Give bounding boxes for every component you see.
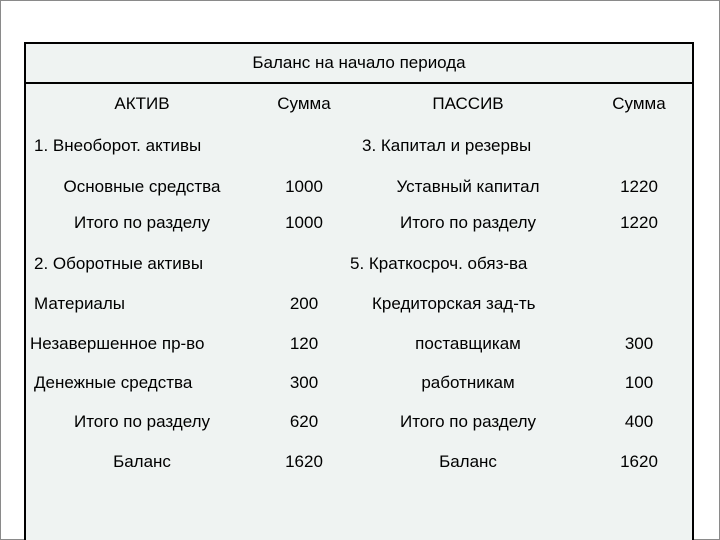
liability-sum: 300 (624, 334, 654, 353)
table-row (26, 204, 692, 242)
asset-sum: 1000 (285, 177, 323, 196)
liability-name: Кредиторская зад-ть (372, 294, 536, 313)
asset-name: Итого по разделу (73, 213, 211, 232)
header-row (26, 84, 692, 124)
asset-sum: 1620 (285, 452, 323, 471)
asset-sum: 1000 (285, 213, 323, 232)
section-asset-1: 1. Внеоборот. активы (34, 136, 202, 155)
asset-name: Денежные средства (34, 373, 193, 392)
balance-sheet-table (24, 42, 694, 540)
header-asset-sum: Сумма (277, 94, 331, 113)
liability-sum: 1220 (620, 213, 658, 232)
asset-sum: 620 (289, 412, 319, 431)
table-title: Баланс на начало периода (252, 53, 466, 72)
table-row (26, 324, 692, 364)
liability-sum: 100 (624, 373, 654, 392)
title-row (26, 44, 692, 82)
section-row (26, 126, 692, 166)
section-liability-3: 3. Капитал и резервы (362, 136, 532, 155)
section-asset-2: 2. Оборотные активы (34, 254, 204, 273)
asset-sum: 200 (289, 294, 319, 313)
table-row (26, 402, 692, 442)
liability-name: Итого по разделу (399, 412, 537, 431)
table-row (26, 363, 692, 403)
header-liability: ПАССИВ (432, 94, 504, 113)
table-row (26, 168, 692, 206)
asset-name: Материалы (34, 294, 126, 313)
asset-name: Основные средства (63, 177, 221, 196)
asset-sum: 120 (289, 334, 319, 353)
table-row (26, 284, 692, 324)
header-asset: АКТИВ (114, 94, 170, 113)
asset-name: Баланс (113, 452, 171, 471)
asset-name: Незавершенное пр-во (30, 334, 205, 353)
table-row (26, 442, 692, 482)
liability-sum (586, 284, 692, 324)
asset-sum: 300 (289, 373, 319, 392)
liability-sum: 400 (624, 412, 654, 431)
liability-name: работникам (421, 373, 515, 392)
liability-sum: 1220 (620, 177, 658, 196)
asset-name: Итого по разделу (73, 412, 211, 431)
liability-sum: 1620 (620, 452, 658, 471)
section-row (26, 244, 692, 284)
header-liability-sum: Сумма (612, 94, 666, 113)
liability-name: Итого по разделу (399, 213, 537, 232)
section-liability-5: 5. Краткосроч. обяз-ва (350, 254, 528, 273)
liability-name: Баланс (439, 452, 497, 471)
liability-name: поставщикам (415, 334, 521, 353)
liability-name: Уставный капитал (396, 177, 540, 196)
